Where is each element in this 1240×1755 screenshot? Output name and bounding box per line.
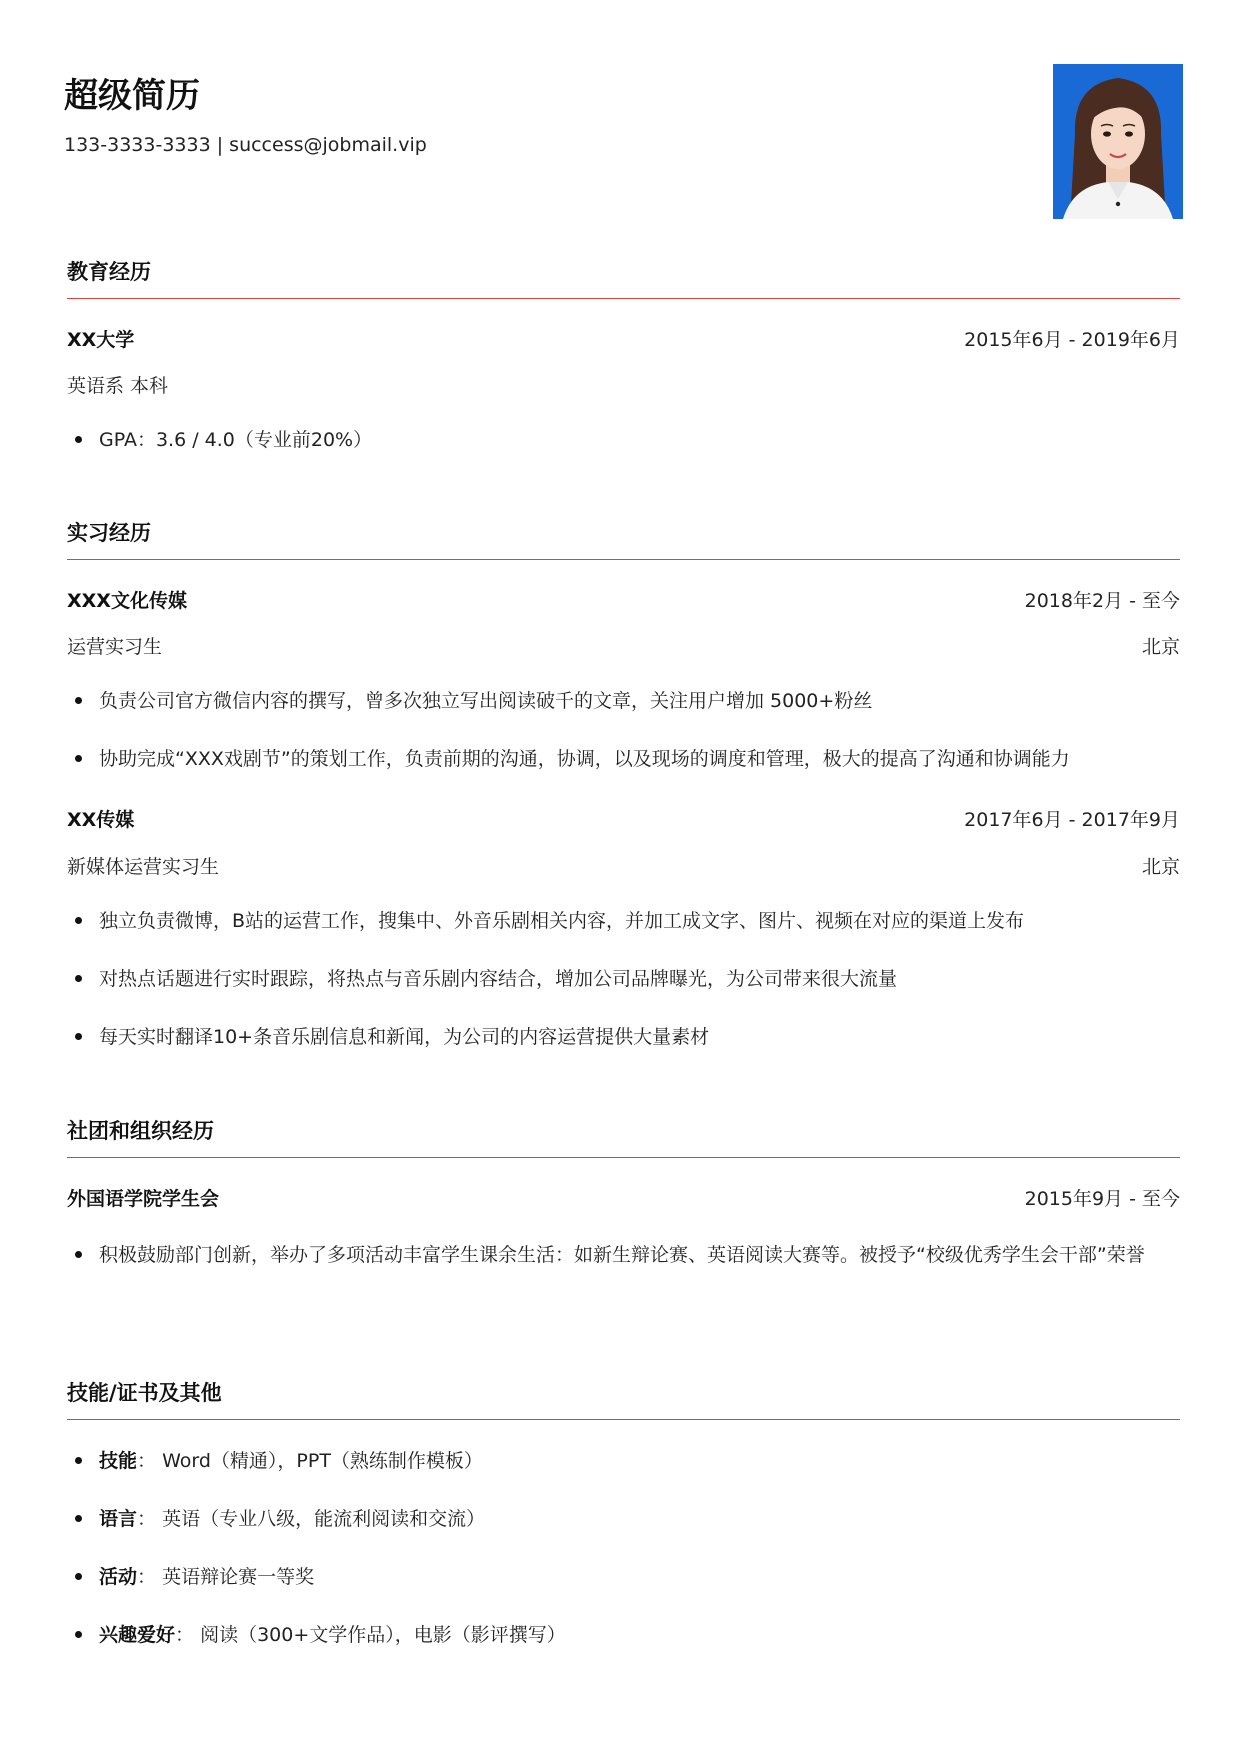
skill-text: 阅读（300+文学作品），电影（影评撰写） [200,1624,566,1646]
section-divider [67,298,1180,299]
skill-line [99,1614,1175,1656]
bullet-dot [75,436,82,443]
job-header-row [67,586,1180,613]
section-divider [67,1419,1180,1420]
job-bullet-text: 对热点话题进行实时跟踪，将热点与音乐剧内容结合，增加公司品牌曝光，为公司带来很大流量 [99,968,898,990]
job-dates: 2017年6月 - 2017年9月 [964,809,1180,831]
list-item [75,680,1175,722]
job-role-row [67,632,1180,659]
skill-separator: ： [137,1508,157,1530]
skill-label: 活动 [99,1566,138,1588]
skill-separator: ： [137,1566,157,1588]
section-title-skills: 技能/证书及其他 [67,1381,222,1405]
job-city: 北京 [1141,856,1180,878]
section-divider [67,559,1180,560]
skill-label: 技能 [99,1450,138,1472]
company-name: XX传媒 [67,809,135,831]
job-bullet-text: 协助完成“XXX戏剧节”的策划工作，负责前期的沟通，协调，以及现场的调度和管理，极大的提高了沟通和协调能力 [99,748,1070,770]
list-item [75,1234,1165,1276]
list-item [75,1614,1175,1656]
job-role: 新媒体运营实习生 [67,856,220,878]
bullet-dot [75,1033,82,1040]
skill-label: 兴趣爱好 [99,1624,176,1646]
company-name: XXX文化传媒 [67,590,187,612]
bullet-dot [75,917,82,924]
bullet-dot [75,1457,82,1464]
bullet-dot [75,975,82,982]
bullet-dot [75,1631,82,1638]
list-item [75,1016,1175,1058]
job-role: 运营实习生 [67,636,163,658]
section-title-clubs: 社团和组织经历 [67,1119,214,1143]
club-bullet-text: 积极鼓励部门创新，举办了多项活动丰富学生课余生活：如新生辩论赛、英语阅读大赛等。被授予“校级优秀学生会干部”荣誉 [99,1244,1145,1266]
bullet-dot [75,697,82,704]
job-header-row [67,805,1180,832]
list-item [75,900,1175,942]
bullet-dot [75,1515,82,1522]
bullet-dot [75,755,82,762]
job-dates: 2018年2月 - 至今 [1024,590,1180,612]
bullet-dot [75,1573,82,1580]
job-bullet-text: 独立负责微博，B站的运营工作，搜集中、外音乐剧相关内容，并加工成文字、图片、视频在对应的渠道上发布 [99,910,1025,932]
contact-info: 133-3333-3333 | success@jobmail.vip [64,134,427,156]
club-dates: 2015年9月 - 至今 [1024,1188,1180,1210]
education-header-row [67,325,1180,352]
list-item [75,958,1175,1000]
list-item [75,419,1175,461]
skill-text: 英语（专业八级，能流利阅读和交流） [162,1508,486,1530]
skill-line [99,1440,1175,1482]
list-item [75,1556,1175,1598]
skill-text: 英语辩论赛一等奖 [162,1566,315,1588]
list-item [75,1498,1175,1540]
section-divider [67,1157,1180,1158]
education-major: 英语系 本科 [67,375,169,397]
skill-line [99,1556,1175,1598]
bullet-dot [75,1251,82,1258]
job-role-row [67,852,1180,879]
skill-separator: ： [137,1450,157,1472]
portrait-image [1053,64,1183,219]
skill-line [99,1498,1175,1540]
school-name: XX大学 [67,329,135,351]
education-dates: 2015年6月 - 2019年6月 [964,329,1180,351]
section-title-internship: 实习经历 [67,521,151,545]
section-title-education: 教育经历 [67,260,151,284]
education-bullet-text: GPA：3.6 / 4.0（专业前20%） [99,429,373,451]
skill-separator: ： [175,1624,195,1646]
list-item [75,1440,1175,1482]
skill-text: Word（精通），PPT（熟练制作模板） [162,1450,483,1472]
job-city: 北京 [1141,636,1180,658]
club-header-row [67,1184,1180,1211]
job-bullet-text: 每天实时翻译10+条音乐剧信息和新闻，为公司的内容运营提供大量素材 [99,1026,710,1048]
skill-label: 语言 [99,1508,138,1530]
list-item [75,738,1175,780]
resume-name: 超级简历 [64,76,200,116]
profile-photo [1053,64,1183,219]
organization-name: 外国语学院学生会 [67,1188,220,1210]
job-bullet-text: 负责公司官方微信内容的撰写，曾多次独立写出阅读破千的文章，关注用户增加 5000+粉丝 [99,690,873,712]
